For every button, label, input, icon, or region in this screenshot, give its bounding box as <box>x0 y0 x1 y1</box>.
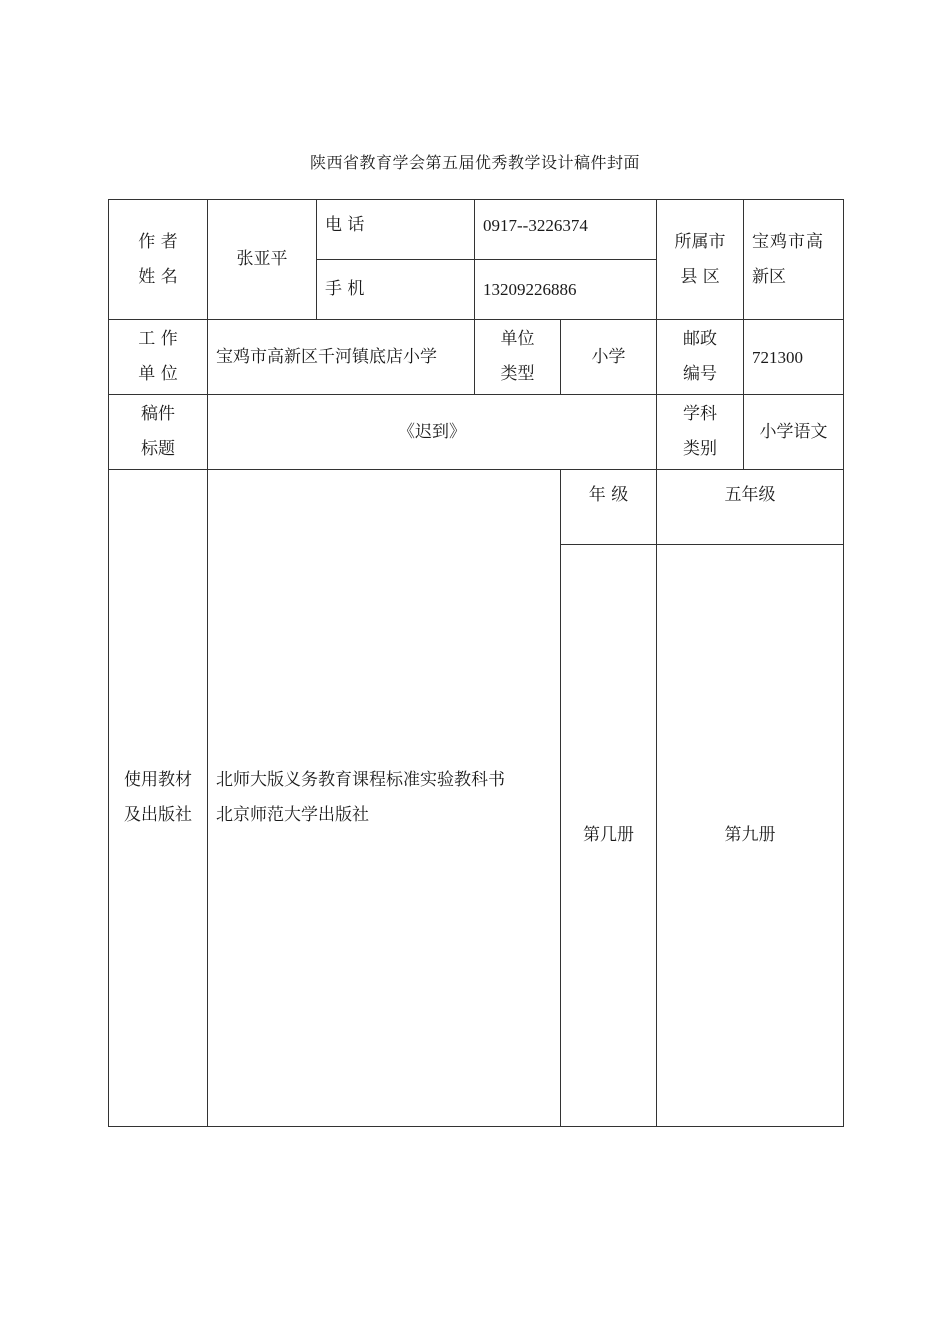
cover-form-table <box>108 199 844 1127</box>
unit-type-value: 小学 <box>561 320 657 395</box>
manuscript-title-value: 《迟到》 <box>208 395 657 470</box>
grade-label: 年 级 <box>561 470 657 545</box>
subject-label: 学科 类别 <box>657 395 744 470</box>
volume-value: 第九册 <box>657 545 844 1127</box>
textbook-value: 北师大版义务教育课程标准实验教科书 北京师范大学出版社 <box>208 470 561 1127</box>
volume-label: 第几册 <box>561 545 657 1127</box>
unit-type-label: 单位 类型 <box>475 320 561 395</box>
author-name-value: 张亚平 <box>208 200 317 320</box>
author-name-label: 作 者 姓 名 <box>109 200 208 320</box>
district-label: 所属市 县 区 <box>657 200 744 320</box>
document-title: 陕西省教育学会第五届优秀教学设计稿件封面 <box>309 153 640 172</box>
postal-code-value: 721300 <box>744 320 844 395</box>
work-unit-label: 工 作 单 位 <box>109 320 208 395</box>
phone-value: 0917--3226374 <box>475 200 657 260</box>
mobile-label: 手 机 <box>317 260 475 320</box>
district-value: 宝鸡市高 新区 <box>744 200 844 320</box>
postal-code-label: 邮政 编号 <box>657 320 744 395</box>
work-unit-value: 宝鸡市高新区千河镇底店小学 <box>208 320 475 395</box>
textbook-label: 使用教材 及出版社 <box>109 470 208 1127</box>
subject-value: 小学语文 <box>744 395 844 470</box>
phone-label: 电 话 <box>317 200 475 260</box>
manuscript-title-label: 稿件 标题 <box>109 395 208 470</box>
grade-value: 五年级 <box>657 470 844 545</box>
mobile-value: 13209226886 <box>475 260 657 320</box>
